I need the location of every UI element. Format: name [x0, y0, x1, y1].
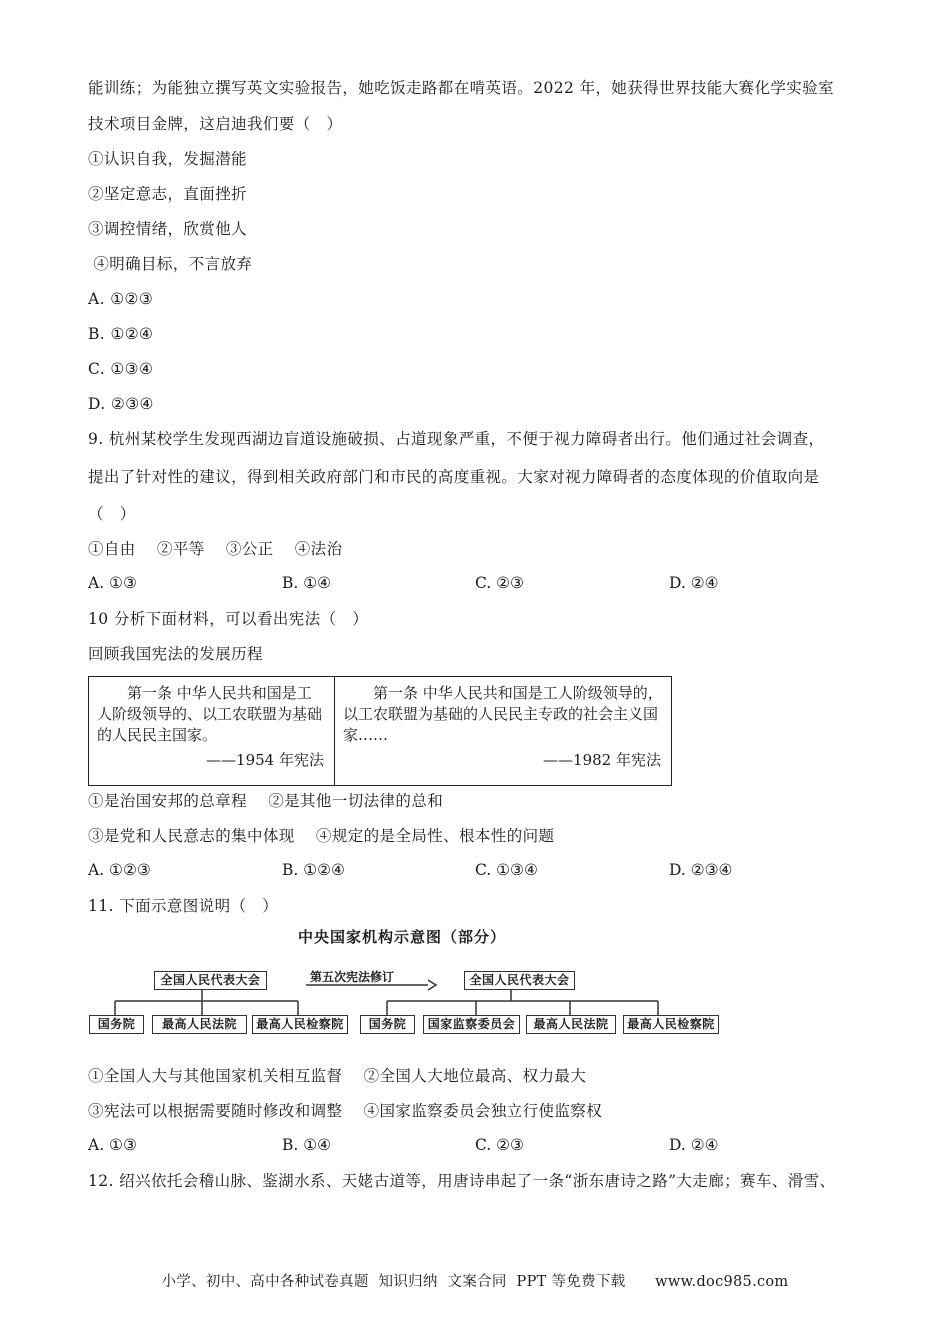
supreme-court-box-after: 最高人民法院 — [526, 1015, 616, 1034]
q10-items-line-2: ③是党和人民意志的集中体现 ④规定的是全局性、根本性的问题 — [88, 827, 555, 845]
q9-stem-line-1: 9. 杭州某校学生发现西湖边盲道设施破损、占道现象严重，不便于视力障碍者出行。他们通过社会调查， — [88, 430, 825, 448]
table-cell-1982 — [335, 677, 671, 785]
state-council-box-before: 国务院 — [89, 1015, 144, 1034]
constitution-1954-source: ——1954 年宪法 — [206, 751, 324, 769]
q9-option-a: A. ①③ — [88, 574, 137, 592]
q11-option-d: D. ②④ — [669, 1136, 719, 1154]
q8-text-line-1: 能训练；为能独立撰写英文实验报告，她吃饭走路都在啃英语。2022 年，她获得世界技能大赛化学实验室 — [88, 79, 834, 97]
q11-items-line-2: ③宪法可以根据需要随时修改和调整 ④国家监察委员会独立行使监察权 — [88, 1102, 603, 1120]
q8-option-c: C. ①③④ — [88, 360, 154, 378]
q10-items-line-1: ①是治国安邦的总章程 ②是其他一切法律的总和 — [88, 792, 444, 810]
q9-items: ①自由 ②平等 ③公正 ④法治 — [88, 540, 343, 558]
q9-option-c: C. ②③ — [475, 574, 524, 592]
npc-box-before: 全国人民代表大会 — [154, 971, 267, 990]
q9-option-d: D. ②④ — [669, 574, 719, 592]
q11-option-c: C. ②③ — [475, 1136, 524, 1154]
state-council-box-after: 国务院 — [360, 1015, 415, 1034]
procuratorate-box-after: 最高人民检察院 — [623, 1015, 719, 1034]
q12-stem-line-1: 12. 绍兴依托会稽山脉、鉴湖水系、天姥古道等，用唐诗串起了一条“浙东唐诗之路”大走廊；赛车、滑雪、 — [88, 1172, 836, 1190]
supervisory-commission-box-after: 国家监察委员会 — [423, 1015, 520, 1034]
q8-item-4: ④明确目标，不言放弃 — [88, 255, 253, 273]
q9-option-b: B. ①④ — [282, 574, 332, 592]
q8-item-1: ①认识自我，发掘潜能 — [88, 150, 248, 168]
constitution-1982-source: ——1982 年宪法 — [543, 751, 661, 769]
q8-item-3: ③调控情绪，欣赏他人 — [88, 220, 248, 238]
q11-items-line-1: ①全国人大与其他国家机关相互监督 ②全国人大地位最高、权力最大 — [88, 1067, 587, 1085]
q10-options — [88, 861, 868, 881]
q8-option-a: A. ①②③ — [88, 290, 154, 308]
q9-stem-line-3: （ ） — [88, 505, 136, 523]
q11-option-b: B. ①④ — [282, 1136, 332, 1154]
q10-option-a: A. ①②③ — [88, 861, 151, 879]
q11-stem: 11. 下面示意图说明（ ） — [88, 897, 279, 915]
procuratorate-box-before: 最高人民检察院 — [252, 1015, 348, 1034]
q8-option-b: B. ①②④ — [88, 325, 154, 343]
state-organs-diagram — [88, 922, 728, 1042]
constitution-1982-text: 第一条 中华人民共和国是工人阶级领导的，以工农联盟为基础的人民民主专政的社会主义国家…… — [343, 684, 663, 744]
q11-option-a: A. ①③ — [88, 1136, 137, 1154]
q8-text-line-2: 技术项目金牌，这启迪我们要（ ） — [88, 115, 343, 133]
constitution-1954-text: 第一条 中华人民共和国是工人阶级领导的、以工农联盟为基础的人民民主国家。 — [97, 684, 323, 744]
q9-stem-line-2: 提出了针对性的建议，得到相关政府部门和市民的高度重视。大家对视力障碍者的态度体现的价值取向是 — [88, 468, 820, 486]
q10-option-d: D. ②③④ — [669, 861, 733, 879]
constitution-table — [88, 676, 672, 786]
supreme-court-box-before: 最高人民法院 — [152, 1015, 247, 1034]
q10-option-b: B. ①②④ — [282, 861, 345, 879]
q10-stem: 10 分析下面材料，可以看出宪法（ ） — [88, 610, 369, 628]
q8-item-2: ②坚定意志，直面挫折 — [88, 185, 248, 203]
diagram-title: 中央国家机构示意图（部分） — [298, 928, 507, 946]
npc-box-after: 全国人民代表大会 — [464, 971, 575, 990]
q9-options — [88, 574, 868, 594]
q8-option-d: D. ②③④ — [88, 395, 154, 413]
arrow-head-icon — [428, 980, 436, 990]
q10-option-c: C. ①③④ — [475, 861, 538, 879]
table-cell-1954 — [89, 677, 335, 785]
q10-intro: 回顾我国宪法的发展历程 — [88, 645, 263, 663]
amendment-arrow-label: 第五次宪法修订 — [310, 970, 395, 984]
page-footer: 小学、初中、高中各种试卷真题 知识归纳 文案合同 PPT 等免费下载 www.doc985.com — [161, 1274, 789, 1290]
q11-options — [88, 1136, 868, 1156]
